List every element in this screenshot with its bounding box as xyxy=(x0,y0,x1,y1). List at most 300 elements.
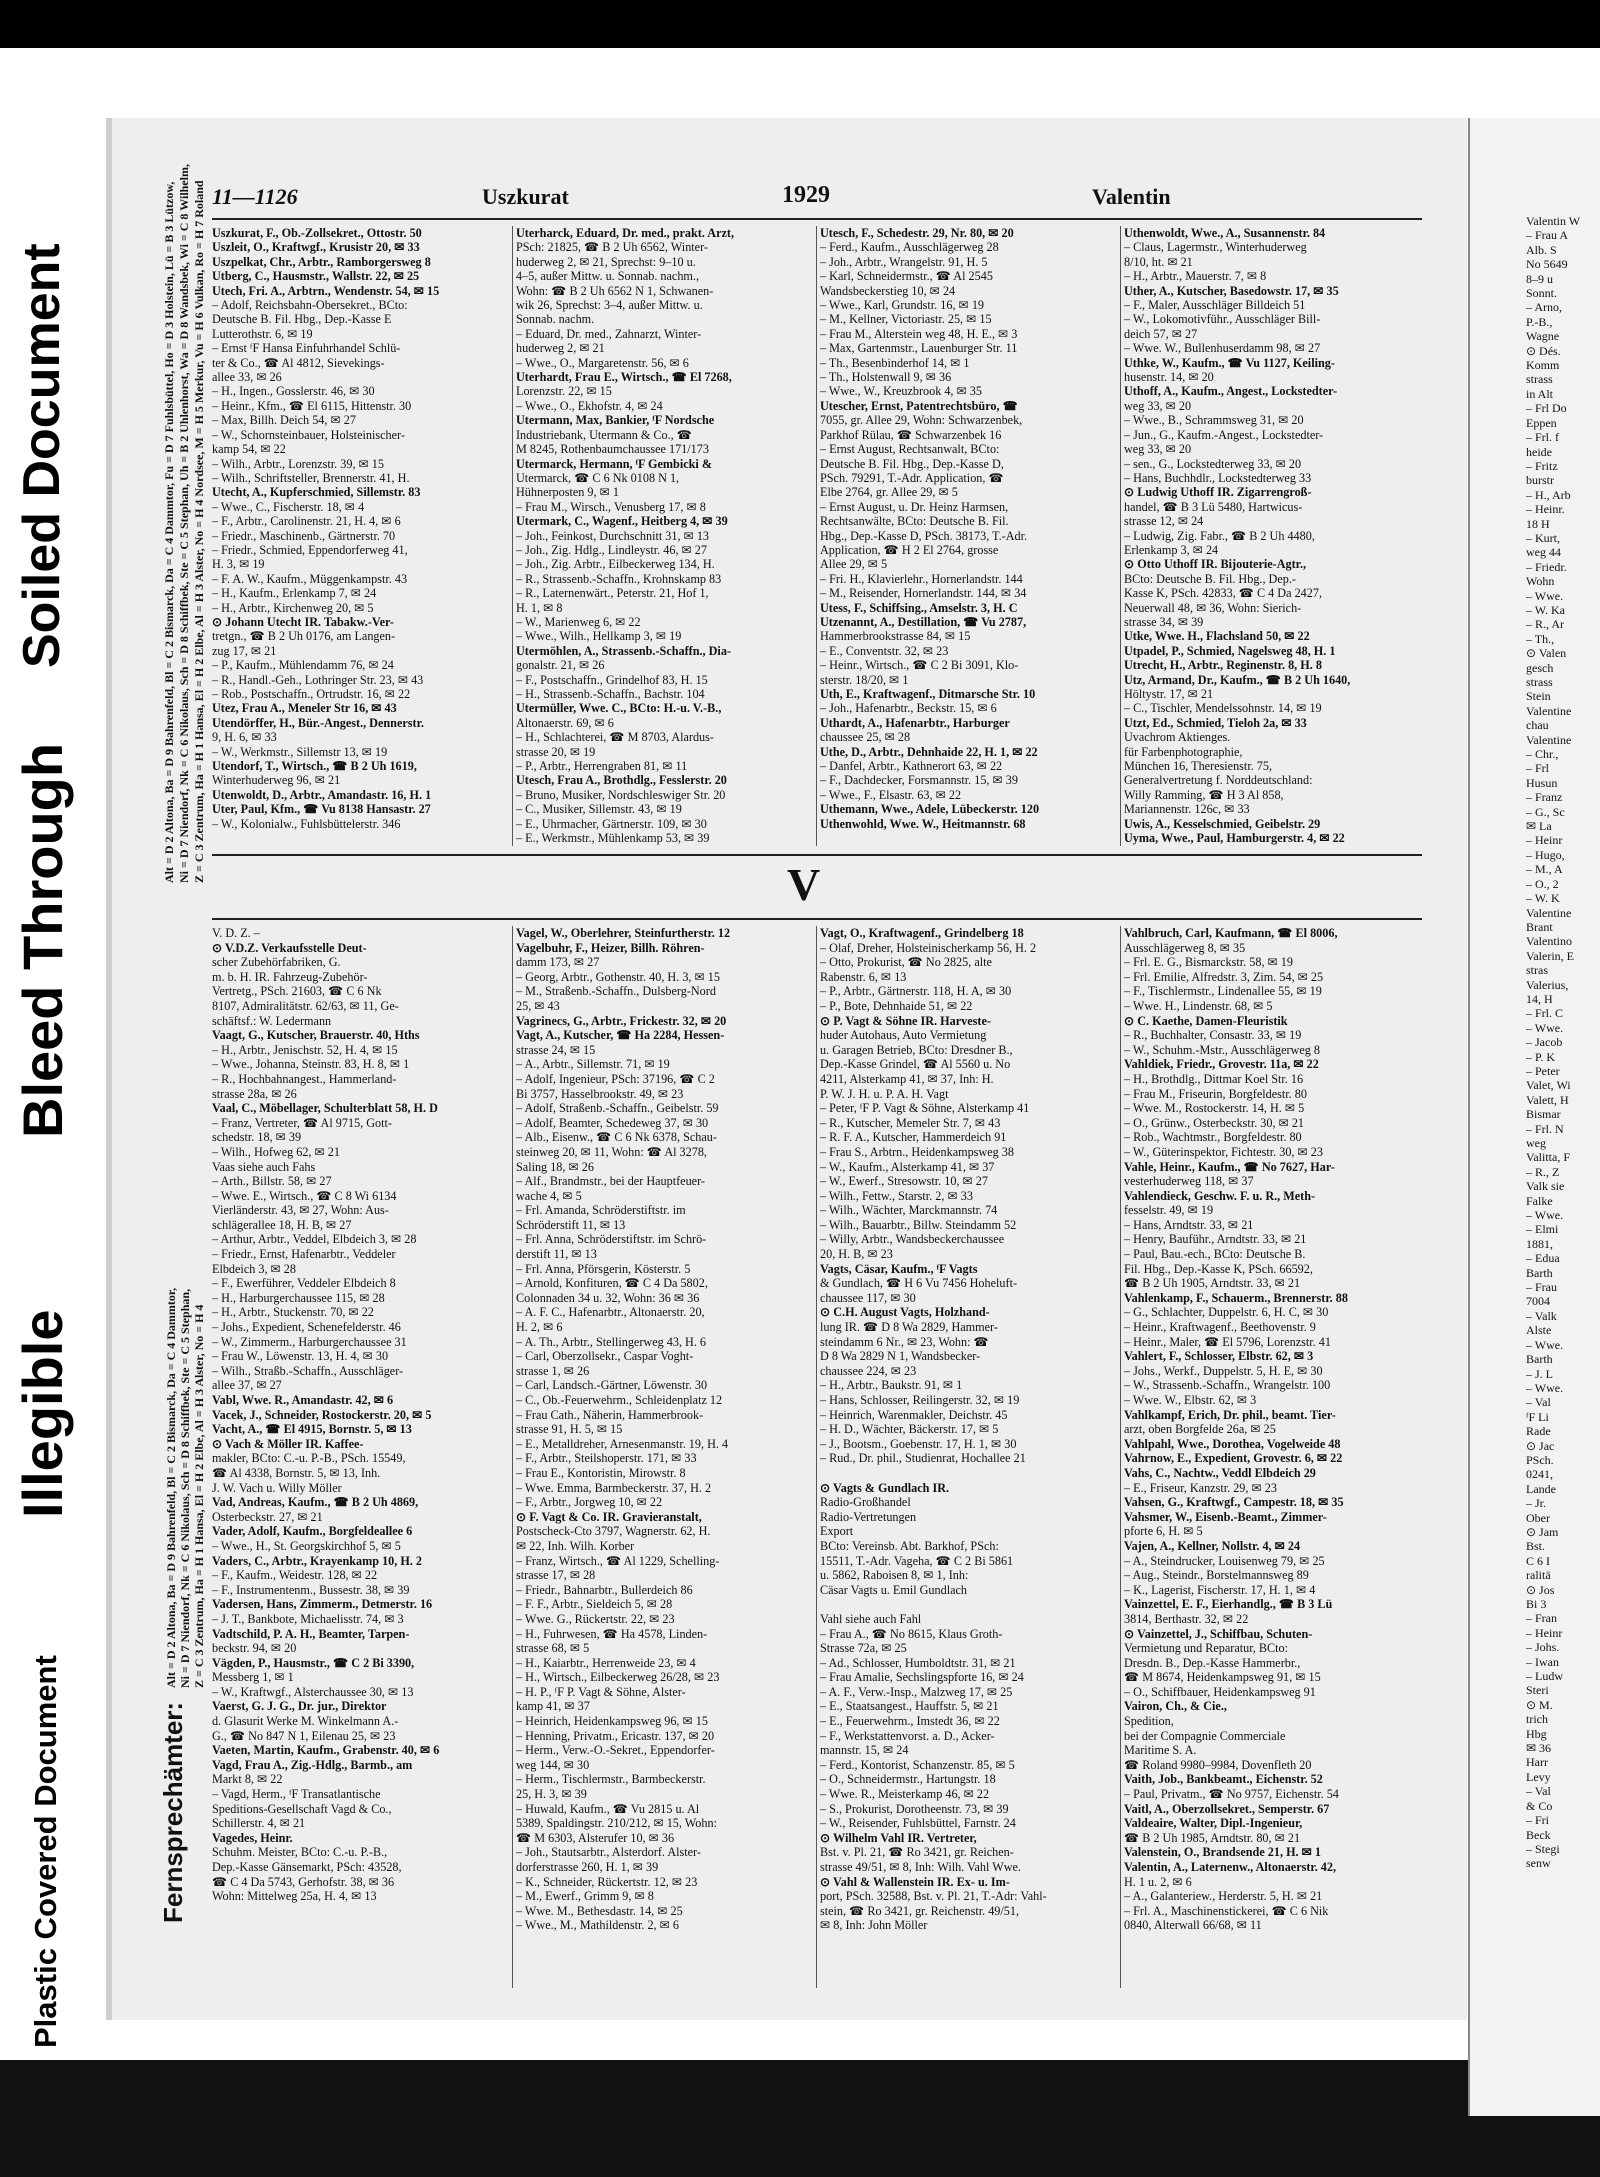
directory-entry-line: – H., Schlachterei, ☎ M 8703, Alardus- xyxy=(516,730,714,745)
directory-entry-line: Parkhof Rülau, ☎ Schwarzenbek 16 xyxy=(820,427,1002,442)
directory-entry-line: Deutsche B. Fil. Hbg., Dep.-Kasse E xyxy=(212,312,392,327)
adjacent-page-line: Wohn xyxy=(1526,574,1555,589)
adjacent-page-line: – Frl. N xyxy=(1526,1121,1564,1136)
directory-entry-line: Vagt, O., Kraftwagenf., Grindelberg 18 xyxy=(820,926,1024,940)
top-exchange-codes-3: Z = C 3 Zentrum, Ha = H 1 Hansa, El = H 2 Elbe, Al = H 3 Alster, No = H 4 Nordsee, M = H 5 Merkur, Vu = H 6 Vulkan, Ro = H 7 Roland xyxy=(192,180,206,883)
directory-entry-line: – F., Ewerführer, Veddeler Elbdeich 8 xyxy=(212,1276,396,1291)
directory-entry-line: Vertretg., PSch. 21603, ☎ C 6 Nk xyxy=(212,984,382,999)
directory-entry-line: – Wwe., Karl, Grundstr. 16, ✉ 19 xyxy=(820,298,985,313)
directory-entry-line: makler, BCto: C.-u. P.-B., PSch. 15549, xyxy=(212,1451,406,1466)
directory-entry-line: Dep.-Kasse Gänsemarkt, PSch: 43528, xyxy=(212,1860,402,1874)
directory-entry-line: Vahlkampf, Erich, Dr. phil., beamt. Tier- xyxy=(1124,1407,1336,1422)
adjacent-page-line: – Ludw xyxy=(1526,1669,1563,1684)
directory-entry-line: Fil. Hbg., Dep.-Kasse K, PSch. 66592, xyxy=(1124,1261,1313,1276)
adjacent-page-line: – M., A xyxy=(1526,862,1563,877)
directory-entry-line: Altonaerstr. 69, ✉ 6 xyxy=(516,715,614,730)
directory-entry-line: Uthoff, A., Kaufm., Angest., Lockstedter- xyxy=(1124,384,1338,399)
directory-entry-line: P. W. J. H. u. P. A. H. Vagt xyxy=(820,1086,949,1101)
directory-entry-line: Vaith, Job., Bankbeamt., Eichenstr. 52 xyxy=(1124,1772,1323,1787)
directory-entry-line: – Wwe. G., Rückertstr. 22, ✉ 23 xyxy=(516,1611,675,1626)
directory-entry-line: – Wwe., C., Fischerstr. 18, ✉ 4 xyxy=(212,499,365,514)
directory-entry-line: – W., Schuhm.-Mstr., Ausschlägerweg 8 xyxy=(1124,1042,1321,1057)
columns_u-column-3 xyxy=(820,226,1116,831)
directory-entry-line: Radio-Großhandel xyxy=(820,1495,911,1510)
directory-entry-line: Elbdeich 3, ✉ 28 xyxy=(212,1261,296,1276)
directory-entry-line: Dep.-Kasse Grindel, ☎ Al 5560 u. No xyxy=(820,1057,1011,1072)
directory-entry-line: – E., Metalldreher, Arnesenmanstr. 19, H. 4 xyxy=(516,1436,729,1451)
directory-entry-line: – Arnold, Konfituren, ☎ C 4 Da 5802, xyxy=(516,1276,708,1291)
directory-entry-line: ⊙ Vach & Möller IR. Kaffee- xyxy=(212,1436,364,1451)
page-header xyxy=(212,178,1422,220)
directory-entry-line: Vagrinecs, G., Arbtr., Frickestr. 32, ✉ 20 xyxy=(516,1013,727,1028)
directory-entry-line: Wohn: ☎ B 2 Uh 6562 N 1, Schwanen- xyxy=(516,283,714,298)
adjacent-page-line: – O., 2 xyxy=(1526,876,1559,891)
adjacent-page-line: – Wwe. xyxy=(1526,1020,1564,1035)
adjacent-page-line: – Heinr xyxy=(1526,833,1563,848)
adjacent-page-line: Valentine xyxy=(1526,703,1572,718)
directory-entry-line: – C., Ob.-Feuerwehrm., Schleidenplatz 12 xyxy=(516,1393,723,1407)
directory-entry-line: – Otto, Prokurist, ☎ No 2825, alte xyxy=(820,955,992,970)
directory-entry-line: – Friedr., Schmied, Eppendorferweg 41, xyxy=(212,542,408,557)
adjacent-page-line: Eppen xyxy=(1526,415,1557,430)
directory-entry-line: – Max, Billh. Deich 54, ✉ 27 xyxy=(212,413,356,428)
fernsprech-label: Fernsprechämter: xyxy=(158,1701,188,1923)
directory-entry-line: kamp 54, ✉ 22 xyxy=(212,442,286,457)
adjacent-page-line: Valitta, F xyxy=(1526,1150,1570,1165)
adjacent-page-line: – Val xyxy=(1526,1784,1551,1799)
columns_v-column-1 xyxy=(212,926,508,1904)
directory-entry-line: – M., Reisender, Hornerlandstr. 144, ✉ 34 xyxy=(820,586,1027,601)
directory-entry-line: – S., Prokurist, Dorotheenstr. 73, ✉ 39 xyxy=(820,1801,1009,1816)
directory-entry-line: – A. F., Verw.-Insp., Malzweg 17, ✉ 25 xyxy=(820,1684,1013,1699)
directory-entry-line: Dresdn. B., Dep.-Kasse Hammerbr., xyxy=(1124,1655,1301,1670)
directory-entry-line: Vagd, Frau A., Zig.-Hdlg., Barmb., am xyxy=(212,1757,413,1772)
adjacent-page-line: ⊙ M. xyxy=(1526,1697,1553,1712)
adjacent-page-line: ⊙ Jam xyxy=(1526,1524,1559,1539)
adjacent-page-line: ⊙ Valen xyxy=(1526,646,1567,661)
adjacent-page-line: 1881, xyxy=(1526,1236,1553,1251)
directory-entry-line: – Arth., Billstr. 58, ✉ 27 xyxy=(212,1174,332,1189)
fernsprech-codes-3: Z = C 3 Zentrum, Ha = H 1 Hansa, El = H 2 Elbe, Al = H 3 Alster, No = H 4 xyxy=(192,1304,206,1688)
directory-entry-line: Vahlpahl, Wwe., Dorothea, Vogelweide 48 xyxy=(1124,1436,1341,1451)
directory-entry-line: Kasse K, PSch. 42833, ☎ C 4 Da 2427, xyxy=(1124,586,1322,601)
directory-entry-line: Utermöhlen, A., Strassenb.-Schaffn., Dia- xyxy=(516,643,731,658)
adjacent-page-strip xyxy=(1468,118,1600,2116)
directory-entry-line: Neuerwall 48, ✉ 36, Wohn: Sierich- xyxy=(1124,600,1302,615)
directory-entry-line: arzt, oben Borgfelde 26a, ✉ 25 xyxy=(1124,1422,1276,1437)
directory-entry-line: Utez, Frau A., Meneler Str 16, ✉ 43 xyxy=(212,701,397,716)
adjacent-page-line: Hbg xyxy=(1526,1726,1547,1741)
directory-entry-line: damm 173, ✉ 27 xyxy=(516,955,600,970)
directory-entry-line: schäftsf.: W. Ledermann xyxy=(212,1013,332,1028)
directory-entry-line: strasse 20, ✉ 19 xyxy=(516,744,596,759)
directory-entry-line: – H., Strassenb.-Schaffn., Bachstr. 104 xyxy=(516,687,705,701)
directory-entry-line: – Wwe., O., Margaretenstr. 56, ✉ 6 xyxy=(516,355,689,370)
adjacent-page-line: heide xyxy=(1526,444,1552,459)
directory-entry-line: – Heinrich, Heidenkampsweg 96, ✉ 15 xyxy=(516,1714,708,1729)
directory-entry-line: – Ferd., Kontorist, Schanzenstr. 85, ✉ 5 xyxy=(820,1757,1015,1772)
directory-entry-line: strasse 34, ✉ 39 xyxy=(1124,614,1204,629)
directory-entry-line: ⊙ P. Vagt & Söhne IR. Harveste- xyxy=(820,1013,991,1028)
adjacent-page-line: in Alt xyxy=(1526,386,1554,401)
label-bleed-through: Bleed Through xyxy=(11,742,74,1138)
directory-entry-line: – Friedr., Ernst, Hafenarbtr., Veddeler xyxy=(212,1247,396,1262)
directory-entry-line: Uthenwoldt, Wwe., A., Susannenstr. 84 xyxy=(1124,226,1326,240)
directory-entry-line: München 16, Theresienstr. 75, xyxy=(1124,759,1273,774)
directory-entry-line: – R., Handl.-Geh., Lothringer Str. 23, ✉ 43 xyxy=(212,672,424,687)
adjacent-page-line: Lande xyxy=(1526,1481,1556,1496)
directory-entry-line: husenstr. 14, ✉ 20 xyxy=(1124,370,1214,385)
directory-entry-line: – Frau Cath., Näherin, Hammerbrook- xyxy=(516,1407,704,1422)
directory-entry-line: für Farbenphotographie, xyxy=(1124,744,1243,759)
adjacent-page-line: Beck xyxy=(1526,1827,1551,1842)
columns_u-column-4 xyxy=(1124,226,1420,845)
directory-entry-line: J. W. Vach u. Willy Möller xyxy=(212,1480,342,1495)
directory-entry-line: strasse 24, ✉ 15 xyxy=(516,1042,596,1057)
directory-entry-line: Uthenwohld, Wwe. W., Heitmannstr. 68 xyxy=(820,816,1026,831)
directory-entry-line: – Heinr., Maler, ☎ El 5796, Lorenzstr. 41 xyxy=(1124,1334,1331,1349)
adjacent-page-line: – Valk xyxy=(1526,1308,1557,1323)
directory-entry-line: Uvachrom Aktienges. xyxy=(1124,730,1231,745)
top-exchange-codes-1: Alt = D 2 Altona, Ba = D 9 Bahrenfeld, Bl = C 2 Bismarck, Da = C 4 Dammtor, Fu = D 7 Fuhlsbüttel, Ho = D 3 Holstein, Lü = B 3 Lützow, xyxy=(162,181,176,883)
directory-entry-line: Uterhardt, Frau E., Wirtsch., ☎ El 7268, xyxy=(516,370,732,385)
directory-entry-line: fesselstr. 49, ✉ 19 xyxy=(1124,1203,1214,1218)
directory-entry-line: – Wilh., Hofweg 62, ✉ 21 xyxy=(212,1144,340,1159)
directory-entry-line: Utendörffer, H., Bür.-Angest., Dennerstr. xyxy=(212,715,424,730)
adjacent-page-line: – Peter xyxy=(1526,1063,1560,1078)
directory-entry-line: – Herm., Verw.-O.-Sekret., Eppendorfer- xyxy=(516,1743,715,1758)
directory-entry-line: Generalvertretung f. Norddeutschland: xyxy=(1124,773,1313,788)
directory-entry-line: G., ☎ No 847 N 1, Eilenau 25, ✉ 23 xyxy=(212,1728,396,1743)
column-separator xyxy=(512,926,513,1988)
directory-entry-line: Vahlert, F., Schlosser, Elbstr. 62, ✉ 3 xyxy=(1124,1349,1314,1364)
directory-entry-line: Uterharck, Eduard, Dr. med., prakt. Arzt, xyxy=(516,226,735,240)
directory-entry-line: Uth, E., Kraftwagenf., Ditmarsche Str. 10 xyxy=(820,687,1036,701)
directory-entry-line: ☎ B 2 Uh 1905, Arndtstr. 33, ✉ 21 xyxy=(1124,1276,1301,1291)
directory-entry-line: Vahsmer, W., Eisenb.-Beamt., Zimmer- xyxy=(1124,1509,1327,1524)
adjacent-page-line: ⊙ Jac xyxy=(1526,1438,1555,1453)
directory-entry-line: – W., Strassenb.-Schaffn., Wrangelstr. 100 xyxy=(1124,1378,1331,1393)
directory-entry-line: – G., Schlachter, Duppelstr. 6, H. C, ✉ 30 xyxy=(1124,1305,1329,1320)
adjacent-page-line: Wagne xyxy=(1526,329,1560,344)
directory-entry-line: – M., Kellner, Victoriastr. 25, ✉ 15 xyxy=(820,312,992,327)
directory-entry-line: chaussee 224, ✉ 23 xyxy=(820,1363,917,1378)
directory-entry-line: Höltystr. 17, ✉ 21 xyxy=(1124,687,1214,701)
directory-entry-line: ✉ 8, Inh: John Möller xyxy=(820,1918,928,1933)
adjacent-page-line: C 6 I xyxy=(1526,1553,1550,1568)
adjacent-page-line: Falke xyxy=(1526,1193,1553,1208)
adjacent-page-line: ᶠF Li xyxy=(1526,1409,1549,1424)
directory-entry-line: – Danfel, Arbtr., Kathnerort 63, ✉ 22 xyxy=(820,759,1003,774)
directory-entry-line: ter & Co., ☎ Al 4812, Sievekings- xyxy=(212,355,385,370)
directory-entry-line: – Olaf, Dreher, Holsteinischerkamp 56, H. 2 xyxy=(820,940,1037,955)
directory-entry-line: Lorenzstr. 22, ✉ 15 xyxy=(516,384,612,399)
directory-entry-line: tretgn., ☎ B 2 Uh 0176, am Langen- xyxy=(212,629,396,644)
directory-entry-line: – F., Werkstattenvorst. a. D., Acker- xyxy=(820,1728,995,1743)
directory-entry-line: Vahldiek, Friedr., Grovestr. 11a, ✉ 22 xyxy=(1124,1057,1319,1072)
directory-entry-line: strasse 17, ✉ 28 xyxy=(516,1568,596,1583)
directory-entry-line: Utzt, Ed., Schmied, Tieloh 2a, ✉ 33 xyxy=(1124,715,1307,730)
directory-entry-line: schedstr. 18, ✉ 39 xyxy=(212,1130,302,1145)
directory-entry-line: – Peter, ᶠF P. Vagt & Söhne, Alsterkamp 41 xyxy=(820,1101,1030,1116)
directory-entry-line: ⊙ F. Vagt & Co. IR. Gravieranstalt, xyxy=(516,1509,702,1524)
adjacent-page-line: – Th., xyxy=(1526,631,1555,646)
directory-entry-line: – F., Instrumentenm., Bussestr. 38, ✉ 39 xyxy=(212,1582,410,1597)
directory-entry-line: & Gundlach, ☎ H 6 Vu 7456 Hoheluft- xyxy=(820,1276,1018,1291)
directory-entry-line: – F., Arbtr., Steilshoperstr. 171, ✉ 33 xyxy=(516,1451,697,1466)
adjacent-page-line: weg xyxy=(1526,1136,1546,1150)
directory-entry-line: – Joh., Arbtr., Wrangelstr. 91, H. 5 xyxy=(820,254,988,269)
directory-entry-line: BCto: Deutsche B. Fil. Hbg., Dep.- xyxy=(1124,571,1296,586)
directory-entry-line: – Frl. A., Maschinenstickerei, ☎ C 6 Nik xyxy=(1124,1903,1329,1918)
directory-entry-line: Utzenannt, A., Destillation, ☎ Vu 2787, xyxy=(820,614,1027,629)
scan-border-top xyxy=(0,0,1600,48)
directory-entry-line: – Wwe., M., Mathildenstr. 2, ✉ 6 xyxy=(516,1918,679,1933)
directory-entry-line: – Johs., Expedient, Schenefelderstr. 46 xyxy=(212,1320,401,1335)
directory-entry-line: lung IR. ☎ D 8 Wa 2829, Hammer- xyxy=(820,1320,998,1335)
directory-entry-line: – Bruno, Musiker, Nordschleswiger Str. 20 xyxy=(516,787,726,802)
adjacent-page-line: – Jr. xyxy=(1526,1496,1547,1511)
directory-entry-line: – H. P., ᶠF P. Vagt & Söhne, Alster- xyxy=(516,1684,686,1699)
directory-entry-line: Vahsen, G., Kraftwgf., Campestr. 18, ✉ 35 xyxy=(1124,1495,1344,1510)
directory-entry-line: Schröderstift 11, ✉ 13 xyxy=(516,1217,626,1232)
directory-entry-line: – Joh., Zig. Arbtr., Eilbeckerweg 134, H. xyxy=(516,557,715,572)
section-letter-v: V xyxy=(787,859,821,910)
directory-entry-line: Vairon, Ch., & Cie., xyxy=(1124,1699,1227,1714)
directory-entry-line: beckstr. 94, ✉ 20 xyxy=(212,1641,297,1656)
directory-entry-line: strasse 49/51, ✉ 8, Inh: Wilh. Vahl Wwe. xyxy=(820,1860,1021,1874)
directory-entry-line: steindamm 6 Nr., ✉ 23, Wohn: ☎ xyxy=(820,1334,989,1349)
adjacent-page-line: Komm xyxy=(1526,358,1560,373)
directory-entry-line: – P., Arbtr., Gärtnerstr. 118, H. A, ✉ 30 xyxy=(820,984,1012,999)
directory-entry-line: Vacht, A., ☎ El 4915, Bornstr. 5, ✉ 13 xyxy=(212,1422,412,1437)
adjacent-page-line: Valentin W xyxy=(1526,214,1581,228)
directory-entry-line: Utrecht, H., Arbtr., Reginenstr. 8, H. 8 xyxy=(1124,658,1322,673)
directory-entry-line: Vaas siehe auch Fahs xyxy=(212,1159,316,1174)
directory-entry-line: – H. D., Wächter, Bäckerstr. 17, ✉ 5 xyxy=(820,1422,999,1437)
directory-entry-line: strasse 12, ✉ 24 xyxy=(1124,514,1204,529)
directory-entry-line: wache 4, ✉ 5 xyxy=(516,1188,582,1203)
directory-entry-line: Valentin, A., Laternenw., Altonaerstr. 42, xyxy=(1124,1860,1337,1874)
adjacent-page-line: – Frl xyxy=(1526,761,1550,776)
directory-entry-line: – Wwe. W., Bullenhuserdamm 98, ✉ 27 xyxy=(1124,341,1321,356)
directory-entry-line: huderweg 2, ✉ 21 xyxy=(516,341,605,356)
directory-entry-line: deich 57, ✉ 27 xyxy=(1124,326,1198,341)
adjacent-page-line: – Fri xyxy=(1526,1813,1550,1828)
directory-entry-line: – M., Ewerf., Grimm 9, ✉ 8 xyxy=(516,1889,654,1904)
adjacent-page-line: burstr xyxy=(1526,473,1554,488)
directory-entry-line: – J., Bootsm., Goebenstr. 17, H. 1, ✉ 30 xyxy=(820,1436,1017,1451)
section-rule-top xyxy=(212,854,1422,856)
directory-entry-line: – Carl, Landsch.-Gärtner, Löwenstr. 30 xyxy=(516,1378,708,1393)
directory-entry-line: – Vagd, Herm., ᶠF Transatlantische xyxy=(212,1787,381,1802)
directory-entry-line: Wohn: Mittelweg 25a, H. 4, ✉ 13 xyxy=(212,1889,377,1904)
directory-entry-line: Allee 29, ✉ 5 xyxy=(820,557,888,572)
directory-entry-line: 3814, Berthastr. 32, ✉ 22 xyxy=(1124,1611,1249,1626)
adjacent-page-line: – R., Ar xyxy=(1526,617,1565,632)
directory-entry-line: Cäsar Vagts u. Emil Gundlach xyxy=(820,1582,968,1597)
directory-entry-line: Vahl siehe auch Fahl xyxy=(820,1611,922,1626)
directory-entry-line: – H., Kaiarbtr., Herrenweide 23, ✉ 4 xyxy=(516,1655,696,1670)
directory-entry-line: Vaders, C., Arbtr., Krayenkamp 10, H. 2 xyxy=(212,1553,423,1568)
directory-entry-line: – Adolf, Reichsbahn-Obersekret., BCto: xyxy=(212,298,408,313)
directory-entry-line: – Ernst August, Rechtsanwalt, BCto: xyxy=(820,442,1000,457)
directory-entry-line: – Friedr., Maschinenb., Gärtnerstr. 70 xyxy=(212,528,396,543)
adjacent-page-line: 18 H xyxy=(1526,516,1550,531)
directory-entry-line: – F., Tischlermstr., Lindenallee 55, ✉ 19 xyxy=(1124,984,1322,999)
adjacent-page-line: – Jacob xyxy=(1526,1035,1563,1050)
directory-entry-line: Erlenkamp 3, ✉ 24 xyxy=(1124,542,1219,557)
adjacent-page-line: – Iwan xyxy=(1526,1654,1559,1669)
directory-entry-line: – W., Kolonialw., Fuhlsbüttelerstr. 346 xyxy=(212,816,401,831)
directory-entry-line: – sen., G., Lockstedterweg 33, ✉ 20 xyxy=(1124,456,1302,471)
directory-entry-line: Uthke, W., Kaufm., ☎ Vu 1127, Keiling- xyxy=(1124,355,1335,370)
directory-entry-line: – Frau M., Alterstein weg 48, H. E., ✉ 3 xyxy=(820,326,1018,341)
adjacent-page-line: strass xyxy=(1526,675,1553,689)
directory-entry-line: ⊙ Wilhelm Vahl IR. Vertreter, xyxy=(820,1830,977,1845)
directory-entry-line: – O., Schiffbauer, Heidenkampsweg 91 xyxy=(1124,1684,1316,1699)
directory-entry-line: Schuhm. Meister, BCto: C.-u. P.-B., xyxy=(212,1845,388,1860)
directory-entry-line: PSch: 21825, ☎ B 2 Uh 6562, Winter- xyxy=(516,240,708,255)
directory-entry-line: huder Autohaus, Auto Vermietung xyxy=(820,1028,987,1043)
directory-entry-line: Vaeten, Martin, Kaufm., Grabenstr. 40, ✉ 6 xyxy=(212,1743,440,1758)
directory-entry-line: – A., Galanteriew., Herderstr. 5, H. ✉ 21 xyxy=(1124,1889,1323,1904)
directory-entry-line: – Ad., Schlosser, Humboldtstr. 31, ✉ 21 xyxy=(820,1655,1016,1670)
directory-entry-line: – F. A. W., Kaufm., Müggenkampstr. 43 xyxy=(212,571,408,586)
directory-entry-line: Utke, Wwe. H., Flachsland 50, ✉ 22 xyxy=(1124,629,1310,644)
directory-entry-line: sterstr. 18/20, ✉ 1 xyxy=(820,672,909,687)
directory-entry-line: – E., Conventstr. 32, ✉ 23 xyxy=(820,643,949,658)
directory-entry-line: Rabenstr. 6, ✉ 13 xyxy=(820,969,907,984)
directory-entry-line: – H., Kaufm., Erlenkamp 7, ✉ 24 xyxy=(212,586,377,601)
directory-entry-line: – Rud., Dr. phil., Studienrat, Hochallee 21 xyxy=(820,1451,1026,1466)
directory-entry-line: – F., Postschaffn., Grindelhof 83, H. 15 xyxy=(516,672,708,687)
directory-entry-line: m. b. H. IR. Fahrzeug-Zubehör- xyxy=(212,969,368,984)
directory-entry-line: Vajen, A., Kellner, Nollstr. 4, ✉ 24 xyxy=(1124,1538,1301,1553)
directory-entry-line: – E., Werkmstr., Mühlenkamp 53, ✉ 39 xyxy=(516,831,710,846)
directory-entry-line: – F., Arbtr., Jorgweg 10, ✉ 22 xyxy=(516,1495,663,1510)
directory-entry-line: Vahlendieck, Geschw. F. u. R., Meth- xyxy=(1124,1188,1316,1203)
directory-entry-line: – H., Ingen., Gosslerstr. 46, ✉ 30 xyxy=(212,384,375,399)
adjacent-page-line: – Hugo, xyxy=(1526,847,1565,862)
directory-entry-line: – Fri. H., Klavierlehr., Hornerlandstr. 144 xyxy=(820,571,1023,586)
directory-entry-line: – W., Kaufm., Alsterkamp 41, ✉ 37 xyxy=(820,1159,995,1174)
adjacent-page-line: – Edua xyxy=(1526,1251,1560,1266)
column-separator xyxy=(816,926,817,1988)
page-content xyxy=(158,164,1422,1998)
directory-entry-line: Vainzettel, E. F., Eierhandlg., ☎ B 3 Lü xyxy=(1124,1597,1333,1612)
directory-entry-line: strasse 91, H. 5, ✉ 15 xyxy=(516,1422,623,1437)
directory-entry-line: – R., Strassenb.-Schaffn., Krohnskamp 83 xyxy=(516,571,722,586)
directory-entry-line: weg 33, ✉ 20 xyxy=(1124,442,1192,457)
directory-entry-line: – W., Marienweg 6, ✉ 22 xyxy=(516,614,641,629)
adjacent-page-line: – H., Arb xyxy=(1526,487,1571,502)
adjacent-page-line: – Frau A xyxy=(1526,228,1568,243)
column-separator xyxy=(816,226,817,846)
directory-entry-line: – Adolf, Beamter, Schedeweg 37, ✉ 30 xyxy=(516,1115,709,1130)
directory-entry-line: D 8 Wa 2829 N 1, Wandsbecker- xyxy=(820,1349,981,1364)
side-label-strip xyxy=(0,48,112,2060)
adjacent-page-line: 14, H xyxy=(1526,991,1553,1006)
directory-entry-line: – Hans, Buchhdlr., Lockstedterweg 33 xyxy=(1124,470,1312,485)
adjacent-page-line: Stein xyxy=(1526,689,1551,704)
directory-entry-line: H. 2, ✉ 6 xyxy=(516,1320,563,1335)
adjacent-page-line: – J. L xyxy=(1526,1366,1553,1381)
directory-entry-line: Vagelbuhr, F., Heizer, Billh. Röhren- xyxy=(516,940,705,955)
directory-entry-line: – Wilh., Arbtr., Lorenzstr. 39, ✉ 15 xyxy=(212,456,384,471)
adjacent-page-line: Valentino xyxy=(1526,934,1572,949)
scan-border-bottom xyxy=(0,2060,1600,2177)
adjacent-page-line: – Heinr. xyxy=(1526,502,1565,517)
directory-entry-line: Uther, A., Kutscher, Basedowstr. 17, ✉ 35 xyxy=(1124,283,1339,298)
directory-entry-line: Radio-Vertretungen xyxy=(820,1509,917,1524)
directory-entry-line: – Frau Amalie, Sechslingspforte 16, ✉ 24 xyxy=(820,1670,1024,1685)
directory-entry-line: Strasse 72a, ✉ 25 xyxy=(820,1641,907,1656)
directory-entry-line: ☎ Roland 9980–9984, Dovenfleth 20 xyxy=(1124,1757,1312,1772)
directory-entry-line: – R., Buchhalter, Consastr. 33, ✉ 19 xyxy=(1124,1028,1302,1043)
directory-entry-line: – Frl. Anna, Schröderstiftstr. im Schrö- xyxy=(516,1232,707,1247)
adjacent-page-line: stras xyxy=(1526,963,1548,978)
directory-entry-line: gonalstr. 21, ✉ 26 xyxy=(516,658,605,673)
directory-entry-line: – Wwe. M., Bethesdastr. 14, ✉ 25 xyxy=(516,1903,683,1918)
directory-entry-line: – Wwe. Emma, Barmbeckerstr. 37, H. 2 xyxy=(516,1480,712,1495)
header-first-entry: Uszkurat xyxy=(482,184,569,209)
adjacent-page-line: – Frl. f xyxy=(1526,430,1559,445)
directory-entry-line: – Frl. Anna, Pförsgerin, Kösterstr. 5 xyxy=(516,1261,691,1276)
directory-entry-line: Deutsche B. Fil. Hbg., Dep.-Kasse D, xyxy=(820,456,1004,471)
directory-entry-line: – P., Kaufm., Mühlendamm 76, ✉ 24 xyxy=(212,658,394,673)
directory-entry-line: Saling 18, ✉ 26 xyxy=(516,1159,594,1174)
directory-entry-line: Spedition, xyxy=(1124,1714,1174,1729)
directory-entry-line: allee 33, ✉ 26 xyxy=(212,370,282,385)
directory-entry-line: ☎ M 8674, Heidenkampsweg 91, ✉ 15 xyxy=(1124,1670,1321,1685)
adjacent-page-line: – W. Ka xyxy=(1526,602,1565,617)
directory-entry-line: – Wilh., Fettw., Starstr. 2, ✉ 33 xyxy=(820,1188,973,1203)
directory-entry-line: huderweg 2, ✉ 21, Sprechst: 9–10 u. xyxy=(516,254,696,269)
adjacent-page-line: 7004 xyxy=(1526,1294,1550,1309)
directory-entry-line: – Wwe., H., St. Georgskirchhof 5, ✉ 5 xyxy=(212,1538,401,1553)
directory-entry-line: – W., Kraftwgf., Alsterchaussee 30, ✉ 13 xyxy=(212,1684,414,1699)
directory-entry-line: ⊙ C. Kaethe, Damen-Fleuristik xyxy=(1124,1013,1288,1028)
adjacent-page-line: Valentine xyxy=(1526,905,1572,920)
directory-entry-line: – Heinr., Wirtsch., ☎ C 2 Bi 3091, Klo- xyxy=(820,658,1019,673)
directory-entry-line: ☎ Al 4338, Bornstr. 5, ✉ 13, Inh. xyxy=(212,1465,381,1480)
adjacent-page-line: – Chr., xyxy=(1526,747,1559,762)
directory-entry-line: chaussee 117, ✉ 30 xyxy=(820,1290,916,1305)
directory-entry-line: ⊙ Otto Uthoff IR. Bijouterie-Agtr., xyxy=(1124,557,1307,572)
adjacent-page-line: – Elmi xyxy=(1526,1222,1559,1237)
directory-entry-line: Vierländerstr. 43, ✉ 27, Wohn: Aus- xyxy=(212,1203,389,1218)
directory-entry-line: – Frau W., Löwenstr. 13, H. 4, ✉ 30 xyxy=(212,1349,389,1364)
directory-entry-line: strasse 28a, ✉ 26 xyxy=(212,1086,297,1101)
directory-entry-line: 5389, Spaldingstr. 210/212, ✉ 15, Wohn: xyxy=(516,1816,717,1831)
directory-entry-line: – H., Arbtr., Kirchenweg 20, ✉ 5 xyxy=(212,600,374,615)
directory-entry-line: – Claus, Lagermstr., Winterhuderweg xyxy=(1124,240,1307,255)
directory-entry-line: ⊙ Vagts & Gundlach IR. xyxy=(820,1480,950,1495)
directory-entry-line: – Alf., Brandmstr., bei der Hauptfeuer- xyxy=(516,1174,705,1189)
adjacent-page-line: Alb. S xyxy=(1526,242,1557,257)
directory-entry-line: – W., Reisender, Fuhlsbüttel, Farnstr. 24 xyxy=(820,1816,1016,1831)
directory-entry-line: M 8245, Rothenbaumchaussee 171/173 xyxy=(516,442,709,457)
directory-entry-line: – Johs., Werkf., Duppelstr. 5, H. E, ✉ 30 xyxy=(1124,1363,1323,1378)
directory-entry-line: – Herm., Tischlermstr., Barmbeckerstr. xyxy=(516,1772,706,1787)
directory-entry-line: H. 3, ✉ 19 xyxy=(212,557,265,572)
directory-entry-line: – R., Laternenwärt., Peterstr. 21, Hof 1, xyxy=(516,586,709,601)
directory-entry-line: – Franz, Wirtsch., ☎ Al 1229, Schelling- xyxy=(516,1553,720,1568)
adjacent-page-line: Valerin, E xyxy=(1526,948,1574,963)
directory-entry-line: – A. Th., Arbtr., Stellingerweg 43, H. 6 xyxy=(516,1334,707,1349)
directory-entry-line: 8107, Admiralitätstr. 62/63, ✉ 11, Ge- xyxy=(212,998,399,1013)
